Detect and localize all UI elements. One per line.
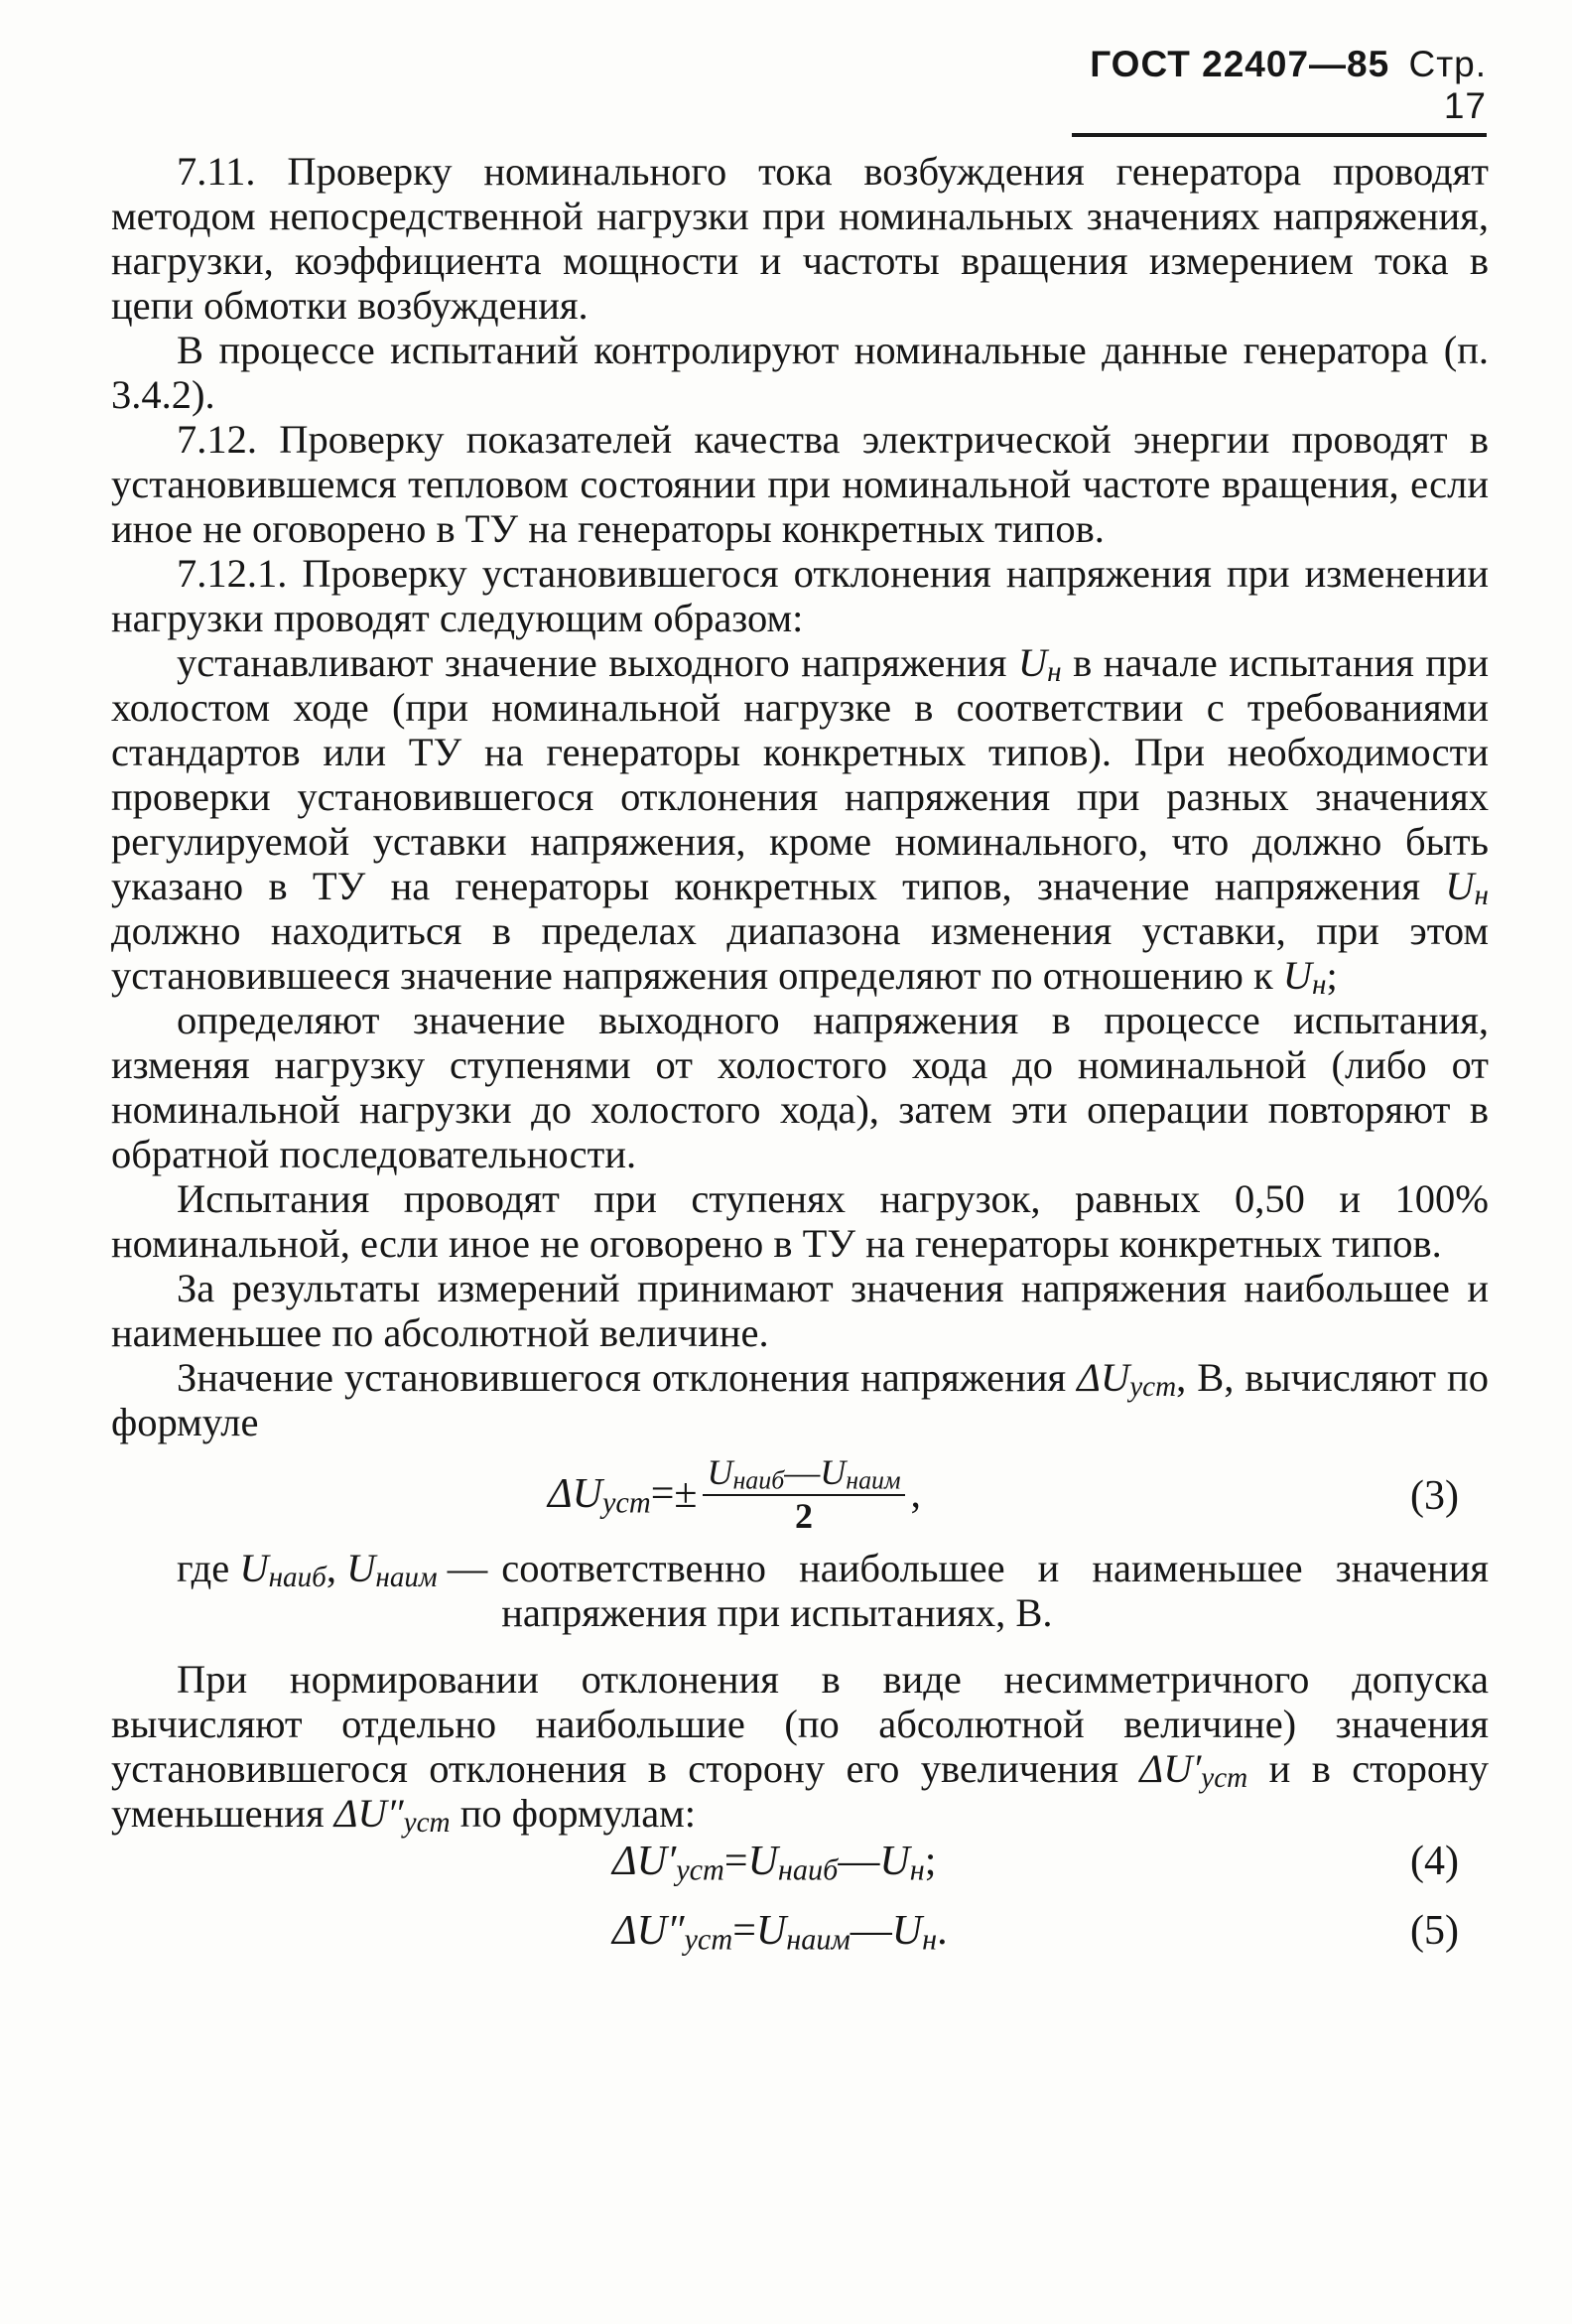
equation-number-5: (5) [1410,1908,1459,1954]
paragraph-7-12: 7.12. Проверку показателей качества электрической энергии проводят в установившемся тепловом состоянии при номинальной частоте вращения, если иное не оговорено в ТУ на генераторы конкретных типов. [111,417,1489,551]
formula-4: $\Delta U'_{уст}$ = $U_{наиб}$ — $U_н$ ; (4) [612,1839,1459,1887]
symbol-delta-u-ust-double-prime: $\Delta U''_{уст}$ [333,1791,451,1840]
symbol-delta-u-ust: $\Delta U_{уст}$ [1077,1355,1177,1404]
paragraph-determine-voltage: определяют значение выходного напряжения в процессе испытания, изменяя нагрузку ступенями от холостого хода до номинальной (либо от номинальной нагрузки до холостого хода), затем эти операции повторяют в обратной последовательности. [111,998,1489,1176]
paragraph-deviation-value: Значение установившегося отклонения напряжения $\Delta U_{уст}$, В, вычисляют по формуле [111,1355,1489,1444]
paragraph-results: За результаты измерений принимают значения напряжения наибольшее и наименьшее по абсолютной величине. [111,1266,1489,1355]
standard-number: ГОСТ 22407—85 [1090,44,1390,84]
equation-number-4: (4) [1410,1839,1459,1884]
paragraph-7-12-1: 7.12.1. Проверку установившегося отклонения напряжения при изменении нагрузки проводят следующим образом: [111,551,1489,640]
page-header [1072,44,1487,137]
paragraph-7-11: 7.11. Проверку номинального тока возбуждения генератора проводят методом непосредственной нагрузки при номинальных значениях напряжения, нагрузки, коэффициента мощности и частоты вращения измерением тока в цепи обмотки возбуждения. [111,149,1489,328]
symbol-u-n: $U_н$ [1445,864,1490,912]
equation-number-3: (3) [1410,1473,1459,1519]
paragraph-7-11-control: В процессе испытаний контролируют номинальные данные генератора (п. 3.4.2). [111,328,1489,417]
paragraph-set-voltage: устанавливают значение выходного напряжения $U_н$ в начале испытания при холостом ходе (при номинальной нагрузке в соответствии с требованиями стандартов или ТУ на генераторы конкретных типов). При необходимости проверки установившегося отклонения напряжения при разных значениях регулируемой уставки напряжения, кроме номинального, что должно быть указано в ТУ на генераторы конкретных типов, значение напряжения $U_н$ должно находиться в пределах диапазона изменения уставки, при этом установившееся значение напряжения определяют по отношению к $U_н$; [111,640,1490,1002]
paragraph-asymmetric-tolerance: При нормировании отклонения в виде несимметричного допуска вычисляют отдельно наибольшие (по абсолютной величине) значения установившегося отклонения в сторону его увеличения $\Delta U'_{уст}$ и в сторону уменьшения $\Delta U''_{уст}$ по формулам: [111,1657,1490,1840]
paragraph-load-steps: Испытания проводят при ступенях нагрузок, равных 0,50 и 100% номинальной, если иное не оговорено в ТУ на генераторы конкретных типов. [111,1176,1489,1266]
formula-3-fraction: $\frac{U_{наиб}—U_{наим}}{2}$ [703,1452,904,1536]
page-number: Стр. 17 [1408,44,1487,126]
where-clause: где $U_{наиб}$, $U_{наим}$ — соответственно наибольшее и наименьшее значения напряжения при испытаниях, В. [177,1546,1489,1635]
symbol-delta-u-ust-prime: $\Delta U'_{уст}$ [1139,1746,1248,1795]
formula-3: $\Delta U_{уст}$ = ± $\frac{U_{наиб}—U_{наим}}{2}$ , (3) [548,1452,1459,1536]
symbol-u-n: $U_н$ [1017,640,1062,689]
formula-5: $\Delta U''_{уст}$ = $U_{наим}$ — $U_н$ . (5) [612,1908,1459,1957]
symbol-u-n: $U_н$ [1282,953,1327,1002]
document-body [111,149,1489,1975]
